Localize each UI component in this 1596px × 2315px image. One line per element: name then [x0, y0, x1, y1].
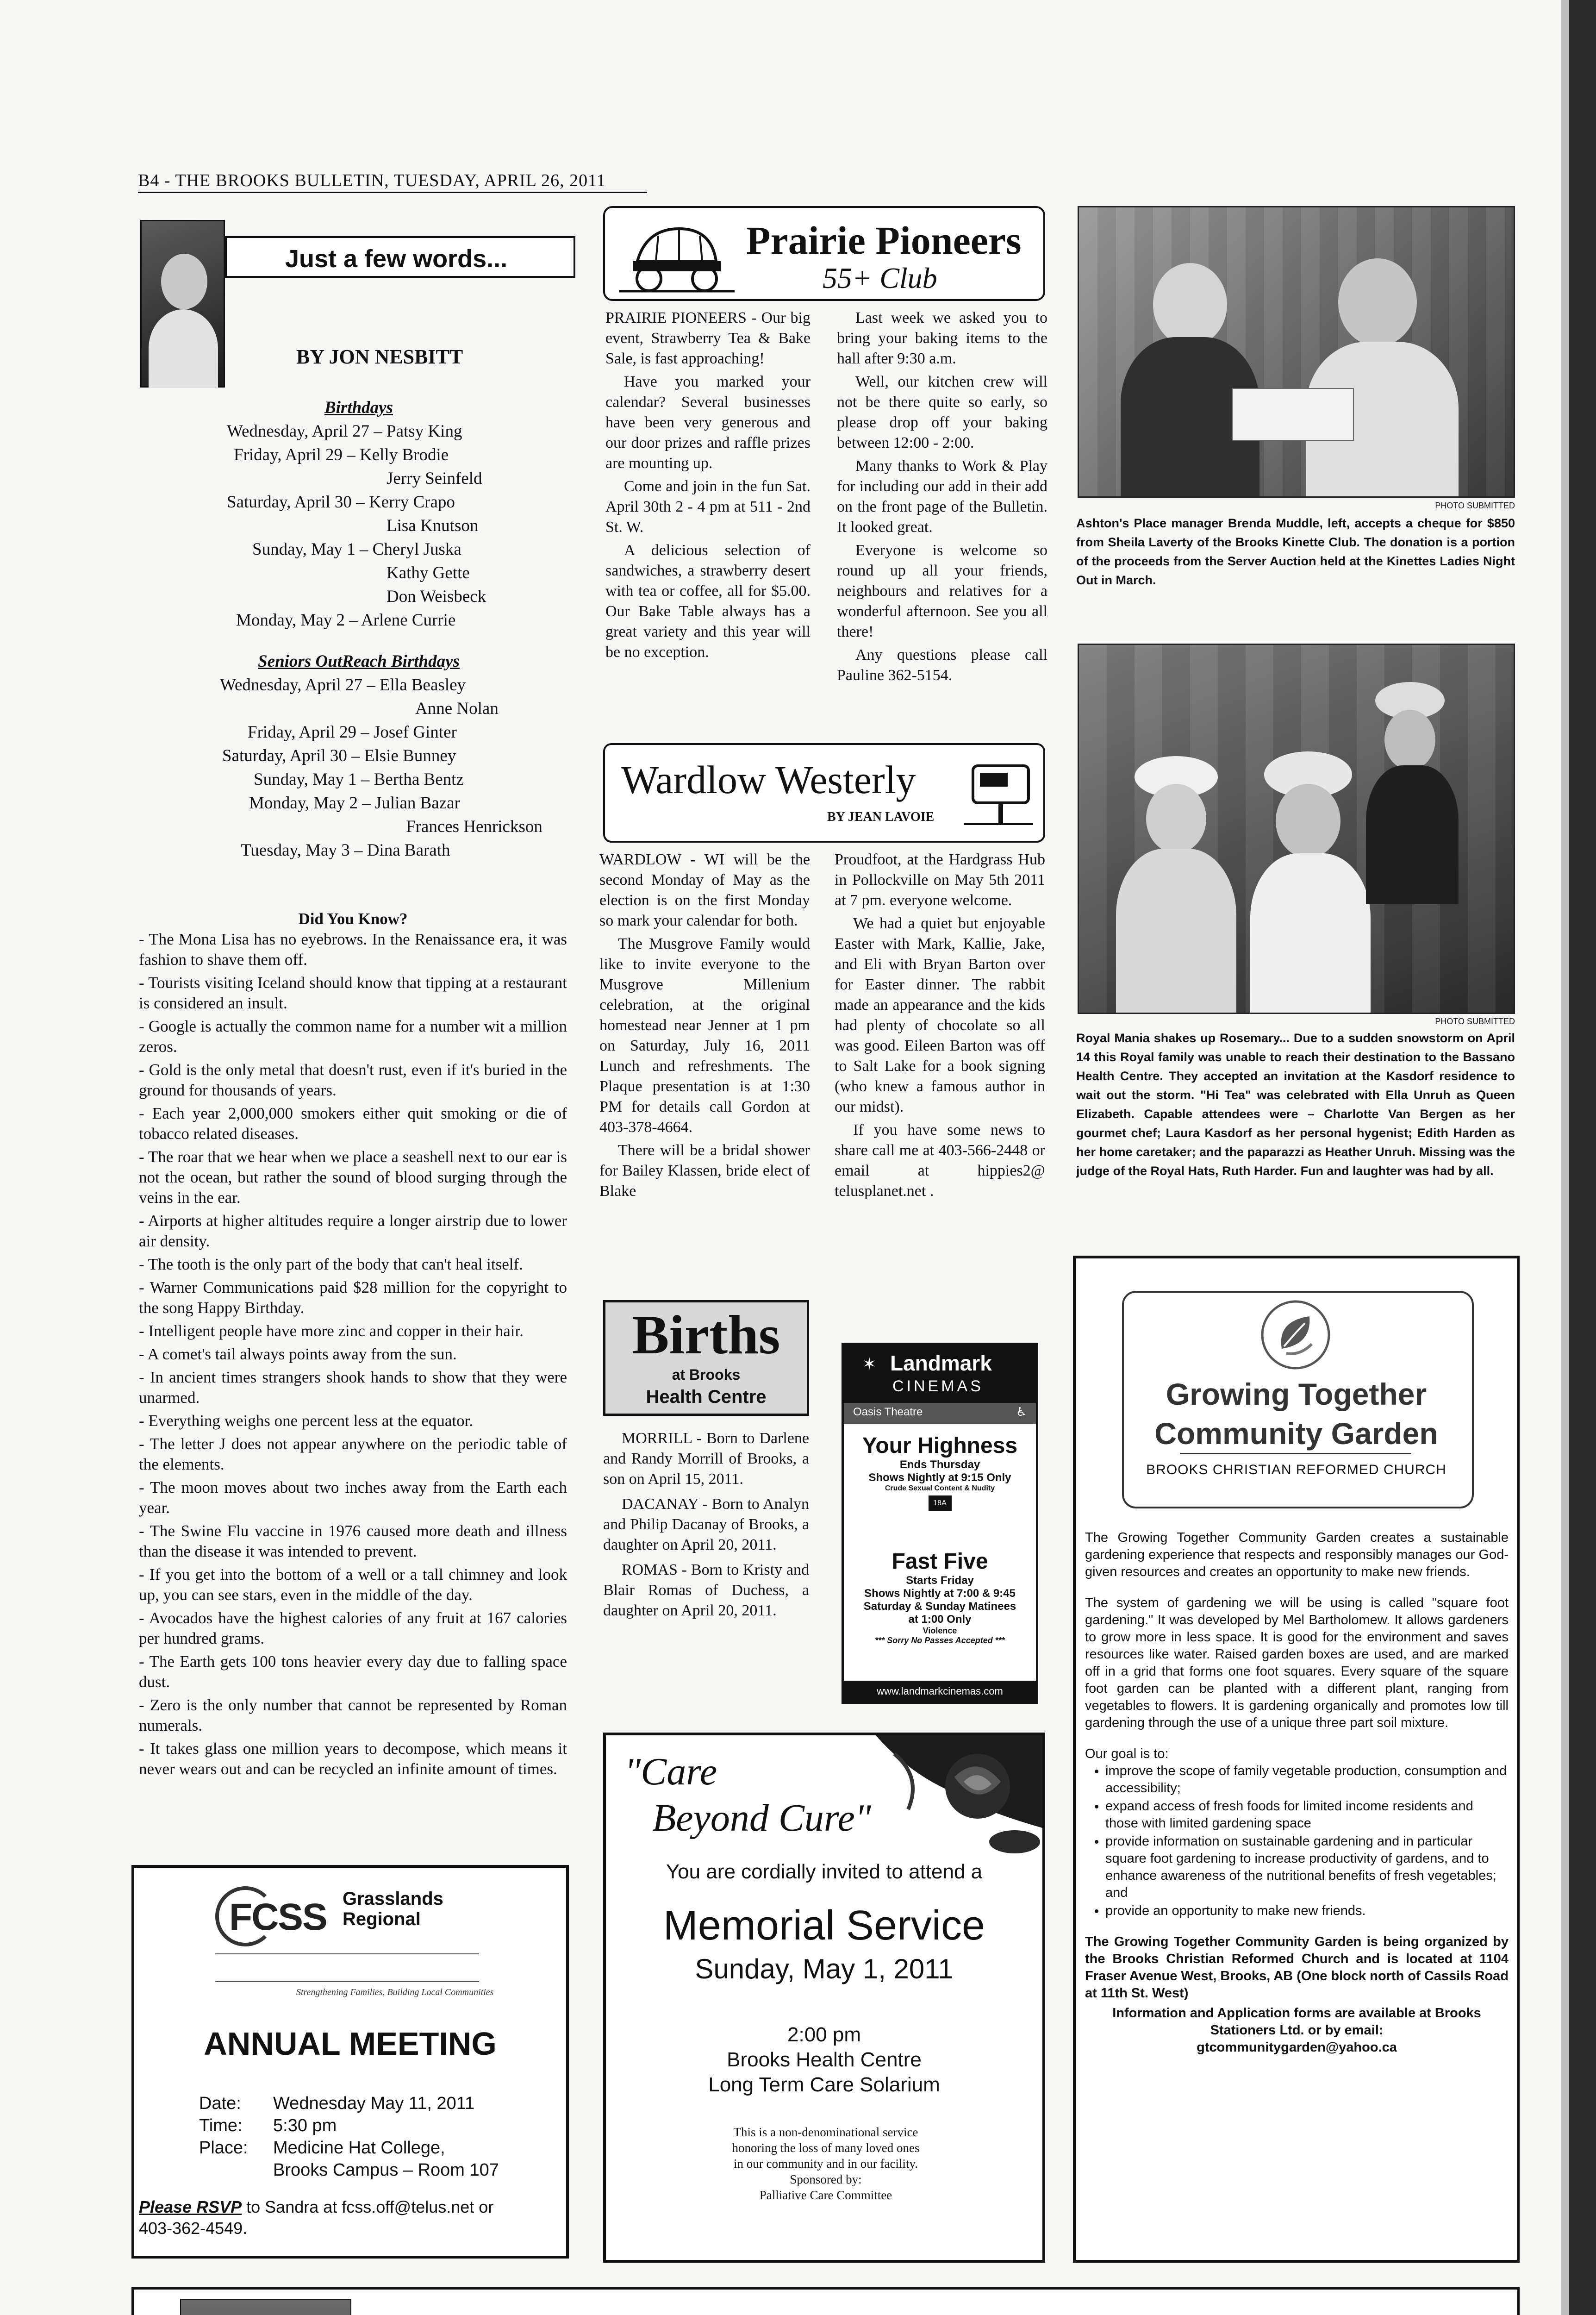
fact-item: - Everything weighs one percent less at the equator.: [139, 1412, 474, 1430]
senior-birthday-item: Tuesday, May 3 – Dina Barath: [241, 841, 450, 860]
dear-abby-column: [131, 2287, 1520, 2315]
fcss-rsvp-text: to Sandra at fcss.off@telus.net or: [242, 2197, 494, 2216]
birthdays-section: [139, 396, 579, 862]
movie-listing-2: [844, 1549, 1036, 1646]
memorial-ad: [603, 1733, 1045, 2263]
wardlow-paragraph: If you have some news to share call me at 403-566-2448 or email at hippies2@ telusplanet.net .: [835, 1121, 1045, 1200]
garden-paragraph: The system of gardening we will be using is called "square foot gardening." It was developed by Mel Bartholomew. It allows gardeners to grow more in less space. It is good for the environment and saves resources like water. Raised garden boxes are used, and are marked off in a grid that forms one foot squares. Every square of the square foot garden can be planted with a different plant, ranging from vegetables to flowers. It is gardening organically and promotes low till gardening through the use of a unique three part soil mixture.: [1085, 1595, 1509, 1730]
movie-title: Your Highness: [862, 1433, 1018, 1458]
garden-email[interactable]: gtcommunitygarden@yahoo.ca: [1197, 2040, 1397, 2055]
cinema-brand-sub: CINEMAS: [892, 1377, 984, 1395]
did-you-know-heading: Did You Know?: [298, 910, 408, 928]
wardlow-header: [603, 743, 1045, 843]
garden-paragraph: The Growing Together Community Garden creates a sustainable gardening experience that respects and responsibly manages our God-given resources and creates an opportunity to make new friends.: [1085, 1530, 1509, 1579]
fcss-time: 5:30 pm: [273, 2116, 337, 2135]
prairie-paragraph: Any questions please call Pauline 362-5154.: [837, 646, 1047, 684]
wardlow-paragraph: There will be a bridal shower for Bailey Klassen, bride elect of Blake: [599, 1142, 810, 1200]
fact-item: - The letter J does not appear anywhere on the periodic table of the elements.: [139, 1435, 567, 1473]
fact-item: - The tooth is the only part of the body that can't heal itself.: [139, 1255, 523, 1273]
movie-line: at 1:00 Only: [908, 1613, 972, 1626]
movie-line: Crude Sexual Content & Nudity: [885, 1484, 995, 1492]
fcss-rsvp: [139, 2196, 493, 2239]
wardlow-paragraph: The Musgrove Family would like to invite everyone to the Musgrove Millenium celebration, at the original homestead near Jenner at 1 pm on Saturday, July 16, 2011 Lunch and refreshments. The Plaque presentation is at 1:30 PM for details call Gordon at 403-378-4664.: [599, 935, 810, 1136]
senior-birthday-item: Saturday, April 30 – Elsie Bunney: [222, 746, 456, 765]
goal-item: • provide an opportunity to make new friends.: [1105, 1902, 1509, 1920]
fact-item: - Airports at higher altitudes require a longer airstrip due to lower air density.: [139, 1212, 567, 1250]
fcss-place: Medicine Hat College,: [273, 2138, 445, 2158]
prairie-paragraph: Many thanks to Work & Play for including our add in their add on the front page of the Bulletin. It looked great.: [837, 457, 1047, 536]
fact-item: - Google is actually the common name for a number wit a million zeros.: [139, 1017, 567, 1056]
fcss-rsvp-phone: 403-362-4549.: [139, 2219, 248, 2238]
fact-item: - A comet's tail always points away from the sun.: [139, 1345, 457, 1363]
fcss-ad: [131, 1865, 569, 2259]
prairie-paragraph: PRAIRIE PIONEERS - Our big event, Strawberry Tea & Bake Sale, is fast approaching!: [605, 309, 810, 367]
senior-birthday-item: Friday, April 29 – Josef Ginter: [248, 723, 457, 742]
fcss-place-room: Brooks Campus – Room 107: [273, 2160, 499, 2180]
photo-caption-1: Ashton's Place manager Brenda Muddle, left, accepts a cheque for $850 from Sheila Laverty of the Brooks Kinette Club. The donation is a portion of the proceeds from the Server Auction held at the Kinettes Ladies Night Out in March.: [1076, 516, 1515, 587]
goal-item: • improve the scope of family vegetable production, consumption and accessibility;: [1105, 1763, 1509, 1797]
photo-royal-mania: [1078, 644, 1515, 1014]
garden-info: Information and Application forms are available at Brooks Stationers Ltd. or by email:: [1112, 2006, 1481, 2038]
births-subtitle-2: Health Centre: [646, 1387, 767, 1407]
seniors-heading: Seniors OutReach Birthdays: [258, 652, 460, 671]
theatre-bar: [844, 1403, 1036, 1424]
fcss-time-label: Time:: [199, 2116, 243, 2135]
movie-line: Starts Friday: [906, 1574, 974, 1587]
birthday-item: Jerry Seinfeld: [387, 469, 482, 488]
rating-badge: 18A: [929, 1495, 952, 1511]
prairie-col-2: [837, 308, 1047, 688]
fact-item: - Avocados have the highest calories of any fruit at 167 calories per hundred grams.: [139, 1609, 567, 1647]
birthday-list: [139, 419, 579, 632]
fcss-place-label: Place:: [199, 2138, 248, 2158]
memorial-note-text: This is a non-denominational service honoring the loss of many loved ones in our community and in our facility.: [732, 2125, 920, 2171]
movie-line: *** Sorry No Passes Accepted ***: [875, 1636, 1005, 1645]
fcss-logo-text: FCSS: [229, 1896, 327, 1938]
birthday-item: Monday, May 2 – Arlene Currie: [236, 611, 456, 630]
births-list: [603, 1428, 809, 1626]
goal-item: • provide information on sustainable gardening and in particular square foot gardening to increase productivity of gardens, and to enhance awareness of the nutritional benefits of fresh vegetables; and: [1105, 1833, 1509, 1902]
birthdays-heading: Birthdays: [324, 398, 393, 417]
fact-item: - Zero is the only number that cannot be represented by Roman numerals.: [139, 1696, 567, 1734]
cinema-brand: Landmark: [890, 1351, 992, 1375]
birthday-item: Lisa Knutson: [387, 516, 479, 535]
memorial-details: [606, 2022, 1042, 2097]
columnist-photo: [140, 220, 225, 388]
garden-paragraph: The Growing Together Community Garden is being organized by the Brooks Christian Reformed Church and is located at 1104 Fraser Avenue West, Brooks, AB (One block north of Cassils Road at 11th St. West): [1085, 1934, 1509, 2001]
page-edge: [1569, 0, 1596, 2315]
theatre-name: Oasis Theatre: [853, 1406, 923, 1418]
photo-kinette-cheque: [1078, 206, 1515, 498]
fact-item: - It takes glass one million years to decompose, which means it never wears out and can be recycled an infinite amount of times.: [139, 1739, 567, 1778]
goal-list: [1085, 1763, 1509, 1920]
fact-item: - Intelligent people have more zinc and copper in their hair.: [139, 1322, 524, 1340]
fcss-logo: [215, 1886, 340, 1946]
fcss-rsvp-label: Please RSVP: [139, 2197, 242, 2216]
garden-body: [1085, 1529, 1509, 2056]
movie-line: Ends Thursday: [899, 1458, 980, 1471]
accessibility-icon: ♿: [1016, 1405, 1027, 1419]
movie-line: Saturday & Sunday Matinees: [863, 1600, 1016, 1613]
garden-title-1: Growing Together: [1166, 1377, 1427, 1411]
fcss-date: Wednesday May 11, 2011: [273, 2094, 475, 2113]
birth-announcement: MORRILL - Born to Darlene and Randy Morrill of Brooks, a son on April 15, 2011.: [603, 1430, 809, 1488]
senior-birthday-item: Wednesday, April 27 – Ella Beasley: [220, 676, 466, 694]
births-subtitle-1: at Brooks: [672, 1366, 741, 1383]
wardlow-paragraph: We had a quiet but enjoyable Easter with Mark, Kallie, Jake, and Eli with Bryan Barton over for Easter dinner. The rabbit made an appearance and the kids had plenty of chocolate so all was good. Eileen Barton was off to Salt Lake for a book signing (who knew a famous author in our midst).: [835, 915, 1045, 1115]
goal-heading: Our goal is to:: [1085, 1746, 1169, 1761]
did-you-know-section: [139, 909, 567, 1782]
prairie-paragraph: Last week we asked you to bring your baking items to the hall after 9:30 a.m.: [837, 309, 1047, 367]
memorial-note: [726, 2124, 925, 2203]
senior-birthday-item: Sunday, May 1 – Bertha Bentz: [254, 770, 464, 789]
fcss-date-label: Date:: [199, 2094, 241, 2113]
prairie-paragraph: Have you marked your calendar? Several businesses have been very generous and our door prizes and raffle prizes are mounting up.: [605, 373, 810, 472]
memorial-time: 2:00 pm: [787, 2023, 861, 2046]
memorial-sponsor: Palliative Care Committee: [759, 2188, 892, 2202]
fact-item: - The Mona Lisa has no eyebrows. In the Renaissance era, it was fashion to shave them off.: [139, 930, 567, 969]
community-garden-ad: [1073, 1256, 1520, 2263]
movie-line: Shows Nightly at 9:15 Only: [868, 1471, 1011, 1484]
wardlow-byline: BY JEAN LAVOIE: [827, 810, 935, 824]
prairie-paragraph: Come and join in the fun Sat. April 30th 2 - 4 pm at 511 - 2nd St. W.: [605, 478, 810, 536]
birthday-item: Don Weisbeck: [387, 587, 486, 606]
prairie-col-1: [605, 308, 810, 665]
memorial-sponsor-label: Sponsored by:: [790, 2172, 862, 2186]
wardlow-paragraph: WARDLOW - WI will be the second Monday of May as the election is on the first Monday so mark your calendar for both.: [599, 851, 810, 929]
birthday-item: Saturday, April 30 – Kerry Crapo: [227, 493, 455, 512]
births-header: [603, 1300, 809, 1416]
cinema-url-bar: [844, 1681, 1036, 1702]
page-header: B4 - THE BROOKS BULLETIN, TUESDAY, APRIL 26, 2011: [138, 170, 647, 193]
birthday-item: Kathy Gette: [387, 563, 470, 582]
memorial-room: Long Term Care Solarium: [708, 2073, 940, 2096]
leaf-logo-icon: [1259, 1298, 1333, 1372]
memorial-script-1: "Care: [624, 1750, 717, 1793]
birth-announcement: DACANAY - Born to Analyn and Philip Dacanay of Brooks, a daughter on April 20, 2011.: [603, 1495, 809, 1553]
prairie-paragraph: Everyone is welcome so round up all your friends, neighbours and relatives for a wonderful afternoon. See you all there!: [837, 542, 1047, 640]
birthday-item: Sunday, May 1 – Cheryl Juska: [252, 540, 461, 559]
wardlow-col-2: [835, 850, 1045, 1204]
fact-item: - The moon moves about two inches away from the Earth each year.: [139, 1478, 567, 1517]
fact-item: - Each year 2,000,000 smokers either quit smoking or die of tobacco related diseases.: [139, 1104, 567, 1143]
photo-credit-2: PHOTO SUBMITTED: [1435, 1017, 1515, 1026]
memorial-title: Memorial Service: [663, 1902, 985, 1949]
prairie-pioneers-title: Prairie Pioneers: [746, 218, 1022, 263]
column-title: Just a few words...: [285, 245, 508, 273]
prairie-paragraph: A delicious selection of sandwiches, a strawberry desert with tea or coffee, all for $5.00. Our Bake Table always has a great variety and this year will be no exception.: [605, 542, 810, 661]
fact-item: - The Earth gets 100 tons heavier every day due to falling space dust.: [139, 1652, 567, 1691]
wardlow-title: Wardlow Westerly: [621, 757, 916, 802]
photo-caption-2: Royal Mania shakes up Rosemary... Due to a sudden snowstorm on April 14 this Royal family was unable to reach their destination to the Bassano Health Centre. They accepted an invitation at the Kasdorf residence to wait out the storm. "Hi Tea" was celebrated with Ella Unruh as Queen Elizabeth. Capable attendees were – Charlotte Van Bergen as her gourmet chef; Laura Kasdorf as her personal hygenist; Edith Harden as her home caretaker; and the paparazzi as Heather Unruh. Missing was the judge of the Royal Hats, Ruth Harder. Fun and laughter was had by all.: [1076, 1031, 1515, 1178]
fcss-logo-sub: Grasslands Regional: [343, 1889, 443, 1929]
garden-church: BROOKS CHRISTIAN REFORMED CHURCH: [1146, 1462, 1446, 1477]
column-title-box: [225, 236, 575, 278]
prairie-paragraph: Well, our kitchen crew will not be there quite so early, so please drop off your baking between 12:00 - 2:00.: [837, 373, 1047, 451]
movie-title: Fast Five: [892, 1549, 988, 1574]
covered-wagon-icon: [619, 224, 735, 294]
fact-item: - Warner Communications paid $28 million for the copyright to the song Happy Birthday.: [139, 1278, 567, 1317]
fcss-details: [199, 2092, 499, 2181]
birthday-item: Wednesday, April 27 – Patsy King: [227, 422, 462, 441]
page-edge-shadow: [1561, 0, 1569, 2315]
fact-item: - Gold is the only metal that doesn't rust, even if it's buried in the ground for thousands of years.: [139, 1061, 567, 1099]
cinema-url[interactable]: www.landmarkcinemas.com: [877, 1685, 1003, 1697]
cinema-ad: [842, 1343, 1038, 1704]
garden-title-rule: [1180, 1453, 1411, 1454]
memorial-date: Sunday, May 1, 2011: [695, 1953, 954, 1984]
prairie-pioneers-header: [603, 206, 1045, 301]
fact-item: - If you get into the bottom of a well or a tall chimney and look up, you can see stars, even in the middle of the day.: [139, 1565, 567, 1604]
byline: BY JON NESBITT: [296, 345, 463, 368]
fact-item: - In ancient times strangers shook hands to show that they were unarmed.: [139, 1368, 567, 1407]
fact-item: - The Swine Flu vaccine in 1976 caused more death and illness than the disease it was intended to prevent.: [139, 1522, 567, 1560]
wardlow-paragraph: Proudfoot, at the Hardgrass Hub in Pollockville on May 5th 2011 at 7 pm. everyone welcome.: [835, 851, 1045, 909]
memorial-invite: You are cordially invited to attend a: [666, 1860, 983, 1883]
goal-item: • expand access of fresh foods for limited income residents and those with limited gardening space: [1105, 1798, 1509, 1832]
movie-line: Shows Nightly at 7:00 & 9:45: [864, 1587, 1016, 1600]
birth-announcement: ROMAS - Born to Kristy and Blair Romas of Duchess, a daughter on April 20, 2011.: [603, 1561, 809, 1619]
garden-title-2: Community Garden: [1154, 1416, 1438, 1451]
memorial-place: Brooks Health Centre: [727, 2048, 922, 2071]
senior-birthday-item: Frances Henrickson: [406, 817, 542, 836]
mailbox-icon: [964, 761, 1033, 826]
senior-birthday-item: Anne Nolan: [415, 699, 499, 718]
senior-birthday-item: Monday, May 2 – Julian Bazar: [249, 794, 460, 813]
fact-item: - The roar that we hear when we place a seashell next to our ear is not the ocean, but rather the sound of blood surging through the veins in the ear.: [139, 1148, 567, 1207]
abby-photo: [180, 2299, 351, 2315]
seniors-list: [139, 673, 579, 862]
cinema-brand-bar: [844, 1345, 1036, 1403]
movie-listing-1: [844, 1433, 1036, 1511]
memorial-script-2: Beyond Cure": [652, 1796, 872, 1839]
fcss-tagline: Strengthening Families, Building Local Communities: [296, 1987, 494, 1997]
birthday-item: Friday, April 29 – Kelly Brodie: [234, 445, 449, 464]
births-title: Births: [632, 1304, 780, 1365]
fcss-municipalities-rule: [215, 1953, 479, 1982]
movie-line: Violence: [923, 1626, 957, 1635]
wardlow-col-1: [599, 850, 810, 1204]
prairie-pioneers-subtitle: 55+ Club: [823, 262, 937, 294]
star-icon: ✶: [862, 1354, 877, 1373]
fact-item: - Tourists visiting Iceland should know that tipping at a restaurant is considered an insult.: [139, 974, 567, 1012]
fcss-title: ANNUAL MEETING: [204, 2026, 497, 2062]
photo-credit-1: PHOTO SUBMITTED: [1435, 501, 1515, 510]
